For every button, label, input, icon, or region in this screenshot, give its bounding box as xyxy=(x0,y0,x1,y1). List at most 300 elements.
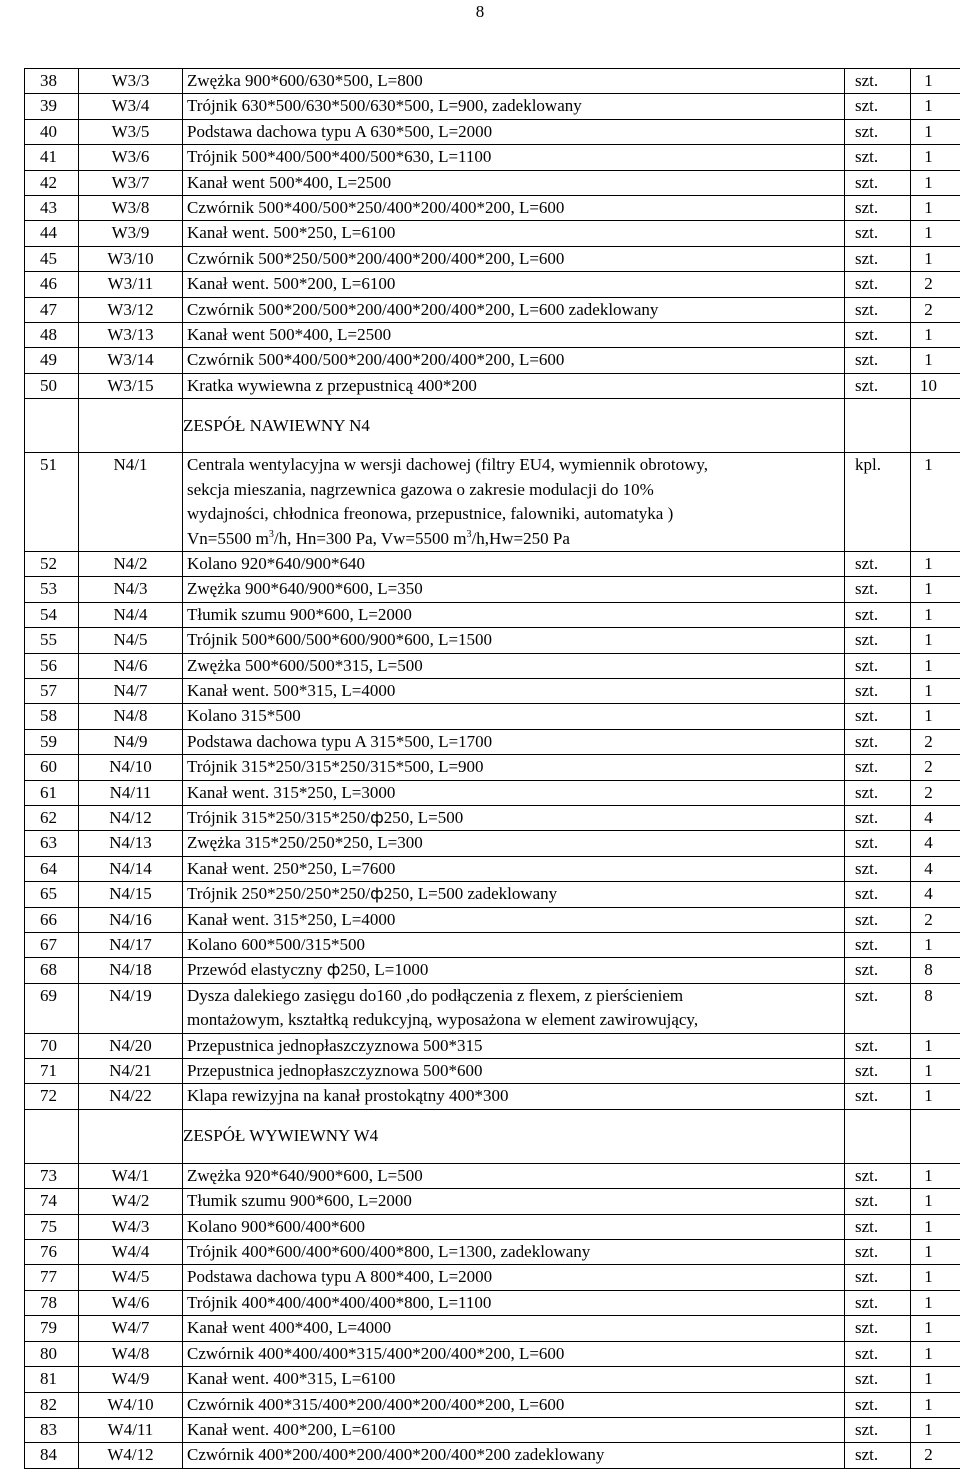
row-quantity: 10 xyxy=(911,373,960,398)
row-code: N4/19 xyxy=(79,983,183,1033)
table-row xyxy=(25,1316,960,1341)
row-number: 45 xyxy=(25,246,79,271)
row-unit: szt. xyxy=(845,1417,911,1442)
description-text: Trójnik 315*250/315*250/ xyxy=(187,807,371,827)
row-description: Przepustnica jednopłaszczyznowa 500*600 xyxy=(183,1059,845,1084)
row-number: 49 xyxy=(25,348,79,373)
row-description: Czwórnik 400*400/400*315/400*200/400*200, L=600 xyxy=(183,1341,845,1366)
row-quantity: 1 xyxy=(911,221,960,246)
row-unit: szt. xyxy=(845,653,911,678)
row-unit: szt. xyxy=(845,246,911,271)
row-unit: szt. xyxy=(845,1189,911,1214)
row-quantity: 2 xyxy=(911,780,960,805)
table-row xyxy=(25,704,960,729)
table-row xyxy=(25,1059,960,1084)
flow-rest: /h,Hw=250 Pa xyxy=(471,528,570,548)
row-quantity: 1 xyxy=(911,1163,960,1188)
row-description: Czwórnik 400*315/400*200/400*200/400*200, L=600 xyxy=(183,1392,845,1417)
row-quantity: 1 xyxy=(911,323,960,348)
row-code: N4/11 xyxy=(79,780,183,805)
row-unit: szt. xyxy=(845,983,911,1033)
row-unit: szt. xyxy=(845,1392,911,1417)
row-unit: szt. xyxy=(845,348,911,373)
description-line: sekcja mieszania, nagrzewnica gazowa o zakresie modulacji do 10% xyxy=(187,479,654,499)
table-row xyxy=(25,196,960,221)
row-code: N4/12 xyxy=(79,805,183,830)
row-description: Trójnik 400*600/400*600/400*800, L=1300, zadeklowany xyxy=(183,1240,845,1265)
row-code: N4/15 xyxy=(79,882,183,907)
table-row xyxy=(25,780,960,805)
row-number: 50 xyxy=(25,373,79,398)
row-description: Zwężka 900*600/630*500, L=800 xyxy=(183,69,845,94)
section-spacer xyxy=(911,1109,960,1163)
row-unit: szt. xyxy=(845,196,911,221)
row-description: Trójnik 500*600/500*600/900*600, L=1500 xyxy=(183,628,845,653)
table-row xyxy=(25,373,960,398)
row-unit: szt. xyxy=(845,958,911,983)
row-description: Kanał went. 500*250, L=6100 xyxy=(183,221,845,246)
section-title: ZESPÓŁ WYWIEWNY W4 xyxy=(183,1109,845,1163)
row-number: 61 xyxy=(25,780,79,805)
row-description: Kanał went. 500*315, L=4000 xyxy=(183,678,845,703)
row-code: W3/9 xyxy=(79,221,183,246)
row-unit: szt. xyxy=(845,1214,911,1239)
row-quantity: 1 xyxy=(911,196,960,221)
row-code: W3/14 xyxy=(79,348,183,373)
row-unit: szt. xyxy=(845,1367,911,1392)
row-unit: szt. xyxy=(845,1084,911,1109)
row-code: W3/8 xyxy=(79,196,183,221)
row-description xyxy=(183,882,845,907)
row-number: 68 xyxy=(25,958,79,983)
row-unit: szt. xyxy=(845,831,911,856)
row-description: Kolano 900*600/400*600 xyxy=(183,1214,845,1239)
exponent: 3 xyxy=(466,528,472,540)
row-code: W4/1 xyxy=(79,1163,183,1188)
row-unit: szt. xyxy=(845,729,911,754)
row-description: Czwórnik 500*400/500*200/400*200/400*200, L=600 xyxy=(183,348,845,373)
row-number: 55 xyxy=(25,628,79,653)
row-code: N4/4 xyxy=(79,602,183,627)
row-quantity: 1 xyxy=(911,1084,960,1109)
row-code: N4/7 xyxy=(79,678,183,703)
row-code: W3/11 xyxy=(79,272,183,297)
table-row xyxy=(25,1392,960,1417)
row-description: Kanał went 400*400, L=4000 xyxy=(183,1316,845,1341)
row-code: W4/8 xyxy=(79,1341,183,1366)
row-quantity: 4 xyxy=(911,805,960,830)
row-number: 53 xyxy=(25,577,79,602)
row-code: N4/3 xyxy=(79,577,183,602)
table-row xyxy=(25,831,960,856)
row-unit: szt. xyxy=(845,1290,911,1315)
row-code: N4/21 xyxy=(79,1059,183,1084)
row-number: 73 xyxy=(25,1163,79,1188)
row-code: W3/7 xyxy=(79,170,183,195)
row-number: 67 xyxy=(25,933,79,958)
row-number: 60 xyxy=(25,755,79,780)
row-unit: szt. xyxy=(845,628,911,653)
row-number: 48 xyxy=(25,323,79,348)
table-row xyxy=(25,246,960,271)
section-spacer xyxy=(911,399,960,453)
row-quantity: 1 xyxy=(911,1367,960,1392)
row-quantity: 4 xyxy=(911,831,960,856)
row-unit: szt. xyxy=(845,1240,911,1265)
row-code: N4/9 xyxy=(79,729,183,754)
table-row xyxy=(25,94,960,119)
table-row xyxy=(25,933,960,958)
row-unit: szt. xyxy=(845,297,911,322)
table-row xyxy=(25,983,960,1033)
row-description xyxy=(183,805,845,830)
row-code: W4/4 xyxy=(79,1240,183,1265)
row-unit: szt. xyxy=(845,933,911,958)
row-code: W4/12 xyxy=(79,1443,183,1468)
table-row xyxy=(25,755,960,780)
row-quantity: 2 xyxy=(911,907,960,932)
row-number: 74 xyxy=(25,1189,79,1214)
row-code: N4/18 xyxy=(79,958,183,983)
table-row xyxy=(25,297,960,322)
table-row xyxy=(25,119,960,144)
flow-parameters xyxy=(187,527,840,551)
row-unit: szt. xyxy=(845,1443,911,1468)
row-code: W3/5 xyxy=(79,119,183,144)
row-quantity: 8 xyxy=(911,983,960,1033)
row-quantity: 1 xyxy=(911,1240,960,1265)
page-number: 8 xyxy=(475,2,485,21)
row-unit: szt. xyxy=(845,170,911,195)
row-quantity: 2 xyxy=(911,755,960,780)
row-quantity: 1 xyxy=(911,678,960,703)
row-number: 79 xyxy=(25,1316,79,1341)
row-quantity: 1 xyxy=(911,145,960,170)
description-text: Przewód elastyczny xyxy=(187,960,327,980)
row-code: W3/10 xyxy=(79,246,183,271)
row-unit: kpl. xyxy=(845,453,911,552)
table-row xyxy=(25,577,960,602)
row-number: 72 xyxy=(25,1084,79,1109)
table-row xyxy=(25,272,960,297)
table-row xyxy=(25,1240,960,1265)
row-number: 62 xyxy=(25,805,79,830)
table-row xyxy=(25,729,960,754)
row-number: 64 xyxy=(25,856,79,881)
row-code: N4/10 xyxy=(79,755,183,780)
row-number: 38 xyxy=(25,69,79,94)
specification-body xyxy=(25,69,960,1469)
row-description: Podstawa dachowa typu A 800*400, L=2000 xyxy=(183,1265,845,1290)
description-text: 250, L=500 xyxy=(383,807,464,827)
row-description: Zwężka 315*250/250*250, L=300 xyxy=(183,831,845,856)
row-quantity: 2 xyxy=(911,1443,960,1468)
row-unit: szt. xyxy=(845,1341,911,1366)
row-description: Kanał went. 250*250, L=7600 xyxy=(183,856,845,881)
row-description: Czwórnik 500*400/500*250/400*200/400*200, L=600 xyxy=(183,196,845,221)
row-number: 78 xyxy=(25,1290,79,1315)
row-quantity: 1 xyxy=(911,94,960,119)
row-description: Trójnik 315*250/315*250/315*500, L=900 xyxy=(183,755,845,780)
row-code: W3/15 xyxy=(79,373,183,398)
row-code: W3/13 xyxy=(79,323,183,348)
description-line: wydajności, chłodnica freonowa, przepustnice, falowniki, automatyka ) xyxy=(187,504,674,524)
row-number: 66 xyxy=(25,907,79,932)
row-number: 82 xyxy=(25,1392,79,1417)
row-code: N4/17 xyxy=(79,933,183,958)
row-number: 44 xyxy=(25,221,79,246)
row-description: Zwężka 900*640/900*600, L=350 xyxy=(183,577,845,602)
row-unit: szt. xyxy=(845,755,911,780)
row-quantity: 1 xyxy=(911,170,960,195)
row-unit: szt. xyxy=(845,1265,911,1290)
table-row xyxy=(25,170,960,195)
exponent: 3 xyxy=(268,528,274,540)
section-spacer xyxy=(79,1109,183,1163)
row-description: Kanał went. 315*250, L=3000 xyxy=(183,780,845,805)
table-row xyxy=(25,805,960,830)
row-number: 77 xyxy=(25,1265,79,1290)
row-description: Kanał went 500*400, L=2500 xyxy=(183,170,845,195)
row-description: Kanał went. 315*250, L=4000 xyxy=(183,907,845,932)
row-number: 76 xyxy=(25,1240,79,1265)
row-quantity: 8 xyxy=(911,958,960,983)
row-unit: szt. xyxy=(845,94,911,119)
table-row xyxy=(25,1417,960,1442)
row-number: 51 xyxy=(25,453,79,552)
row-quantity: 1 xyxy=(911,453,960,552)
table-row xyxy=(25,1084,960,1109)
row-quantity: 1 xyxy=(911,1059,960,1084)
row-code: W4/9 xyxy=(79,1367,183,1392)
section-title: ZESPÓŁ NAWIEWNY N4 xyxy=(183,399,845,453)
section-spacer xyxy=(845,1109,911,1163)
row-number: 41 xyxy=(25,145,79,170)
row-description: Tłumik szumu 900*600, L=2000 xyxy=(183,602,845,627)
row-description: Klapa rewizyjna na kanał prostokątny 400*300 xyxy=(183,1084,845,1109)
row-quantity: 1 xyxy=(911,1417,960,1442)
row-unit: szt. xyxy=(845,805,911,830)
row-unit: szt. xyxy=(845,882,911,907)
row-description: Przepustnica jednopłaszczyznowa 500*315 xyxy=(183,1033,845,1058)
row-quantity: 1 xyxy=(911,577,960,602)
row-description xyxy=(183,958,845,983)
row-quantity: 1 xyxy=(911,628,960,653)
row-description: Kolano 920*640/900*640 xyxy=(183,551,845,576)
row-quantity: 2 xyxy=(911,729,960,754)
row-description: Czwórnik 400*200/400*200/400*200/400*200 zadeklowany xyxy=(183,1443,845,1468)
row-code: W4/6 xyxy=(79,1290,183,1315)
row-code: W3/4 xyxy=(79,94,183,119)
description-line: Dysza dalekiego zasięgu do160 ,do podłączenia z flexem, z pierścieniem xyxy=(187,985,684,1005)
table-row xyxy=(25,453,960,552)
table-row xyxy=(25,1189,960,1214)
row-unit: szt. xyxy=(845,1033,911,1058)
table-row xyxy=(25,856,960,881)
row-code: N4/5 xyxy=(79,628,183,653)
row-number: 39 xyxy=(25,94,79,119)
row-unit: szt. xyxy=(845,780,911,805)
table-row xyxy=(25,348,960,373)
row-number: 59 xyxy=(25,729,79,754)
row-number: 81 xyxy=(25,1367,79,1392)
row-code: N4/2 xyxy=(79,551,183,576)
row-number: 52 xyxy=(25,551,79,576)
description-text: 250, L=1000 xyxy=(340,960,429,980)
row-code: N4/16 xyxy=(79,907,183,932)
row-quantity: 1 xyxy=(911,602,960,627)
row-number: 57 xyxy=(25,678,79,703)
row-quantity: 1 xyxy=(911,348,960,373)
row-description: Czwórnik 500*200/500*200/400*200/400*200, L=600 zadeklowany xyxy=(183,297,845,322)
row-description: Kolano 600*500/315*500 xyxy=(183,933,845,958)
row-unit: szt. xyxy=(845,907,911,932)
row-quantity: 4 xyxy=(911,856,960,881)
row-quantity: 1 xyxy=(911,653,960,678)
row-quantity: 1 xyxy=(911,1341,960,1366)
description-line: Centrala wentylacyjna w wersji dachowej (filtry EU4, wymiennik obrotowy, xyxy=(187,455,709,475)
flow-rest: /h, Hn=300 Pa, Vw=5500 m xyxy=(273,528,467,548)
table-row xyxy=(25,1163,960,1188)
row-unit: szt. xyxy=(845,577,911,602)
row-code: W3/6 xyxy=(79,145,183,170)
table-row xyxy=(25,602,960,627)
section-spacer xyxy=(845,399,911,453)
row-description: Zwężka 920*640/900*600, L=500 xyxy=(183,1163,845,1188)
row-number: 83 xyxy=(25,1417,79,1442)
row-code: N4/14 xyxy=(79,856,183,881)
table-row xyxy=(25,958,960,983)
section-header-row xyxy=(25,399,960,453)
row-unit: szt. xyxy=(845,221,911,246)
row-quantity: 1 xyxy=(911,933,960,958)
row-description: Kanał went 500*400, L=2500 xyxy=(183,323,845,348)
row-unit: szt. xyxy=(845,272,911,297)
row-number: 43 xyxy=(25,196,79,221)
row-number: 84 xyxy=(25,1443,79,1468)
row-unit: szt. xyxy=(845,119,911,144)
row-number: 69 xyxy=(25,983,79,1033)
table-row xyxy=(25,1033,960,1058)
row-quantity: 1 xyxy=(911,1265,960,1290)
section-header-row xyxy=(25,1109,960,1163)
row-unit: szt. xyxy=(845,856,911,881)
table-row xyxy=(25,907,960,932)
row-description: Kanał went. 400*315, L=6100 xyxy=(183,1367,845,1392)
flow-vn: Vn=5500 m xyxy=(187,528,269,548)
row-code: W4/7 xyxy=(79,1316,183,1341)
row-code: W4/2 xyxy=(79,1189,183,1214)
row-description: Tłumik szumu 900*600, L=2000 xyxy=(183,1189,845,1214)
row-number: 40 xyxy=(25,119,79,144)
row-number: 46 xyxy=(25,272,79,297)
row-quantity: 1 xyxy=(911,1189,960,1214)
row-quantity: 1 xyxy=(911,119,960,144)
row-number: 65 xyxy=(25,882,79,907)
row-number: 54 xyxy=(25,602,79,627)
table-row xyxy=(25,1443,960,1468)
row-number: 70 xyxy=(25,1033,79,1058)
table-row xyxy=(25,551,960,576)
table-row xyxy=(25,882,960,907)
row-code: N4/1 xyxy=(79,453,183,552)
description-text: 250, L=500 zadeklowany xyxy=(383,884,558,904)
row-quantity: 1 xyxy=(911,1033,960,1058)
row-code: N4/6 xyxy=(79,653,183,678)
row-description: Trójnik 500*400/500*400/500*630, L=1100 xyxy=(183,145,845,170)
row-description xyxy=(183,453,845,552)
description-text: Trójnik 250*250/250*250/ xyxy=(187,884,371,904)
row-unit: szt. xyxy=(845,145,911,170)
row-quantity: 1 xyxy=(911,704,960,729)
row-description: Kanał went. 500*200, L=6100 xyxy=(183,272,845,297)
table-row xyxy=(25,221,960,246)
row-description: Kratka wywiewna z przepustnicą 400*200 xyxy=(183,373,845,398)
row-code: N4/20 xyxy=(79,1033,183,1058)
row-quantity: 4 xyxy=(911,882,960,907)
table-row xyxy=(25,323,960,348)
row-unit: szt. xyxy=(845,1316,911,1341)
row-description xyxy=(183,983,845,1033)
row-quantity: 1 xyxy=(911,551,960,576)
row-description: Podstawa dachowa typu A 315*500, L=1700 xyxy=(183,729,845,754)
diameter-symbol: ф xyxy=(370,807,384,827)
description-line: montażowym, kształtką redukcyjną, wyposażona w element zawirowujący, xyxy=(187,1010,699,1030)
row-quantity: 2 xyxy=(911,272,960,297)
row-number: 75 xyxy=(25,1214,79,1239)
row-code: W4/5 xyxy=(79,1265,183,1290)
row-number: 56 xyxy=(25,653,79,678)
row-quantity: 1 xyxy=(911,246,960,271)
row-unit: szt. xyxy=(845,704,911,729)
row-number: 71 xyxy=(25,1059,79,1084)
row-number: 63 xyxy=(25,831,79,856)
row-description: Podstawa dachowa typu A 630*500, L=2000 xyxy=(183,119,845,144)
row-quantity: 1 xyxy=(911,1392,960,1417)
row-unit: szt. xyxy=(845,373,911,398)
row-code: W4/11 xyxy=(79,1417,183,1442)
row-unit: szt. xyxy=(845,678,911,703)
table-row xyxy=(25,1341,960,1366)
row-unit: szt. xyxy=(845,602,911,627)
diameter-symbol: ф xyxy=(326,960,341,980)
row-unit: szt. xyxy=(845,69,911,94)
row-unit: szt. xyxy=(845,551,911,576)
row-code: N4/8 xyxy=(79,704,183,729)
row-description: Trójnik 400*400/400*400/400*800, L=1100 xyxy=(183,1290,845,1315)
table-row xyxy=(25,1265,960,1290)
table-row xyxy=(25,628,960,653)
row-number: 58 xyxy=(25,704,79,729)
table-row xyxy=(25,145,960,170)
row-number: 80 xyxy=(25,1341,79,1366)
specification-table xyxy=(24,68,960,1469)
row-code: N4/22 xyxy=(79,1084,183,1109)
row-unit: szt. xyxy=(845,1059,911,1084)
row-code: W3/3 xyxy=(79,69,183,94)
row-number: 47 xyxy=(25,297,79,322)
row-code: N4/13 xyxy=(79,831,183,856)
row-description: Kanał went. 400*200, L=6100 xyxy=(183,1417,845,1442)
table-row xyxy=(25,1290,960,1315)
row-description: Czwórnik 500*250/500*200/400*200/400*200, L=600 xyxy=(183,246,845,271)
table-row xyxy=(25,1367,960,1392)
section-spacer xyxy=(25,1109,79,1163)
row-description: Zwężka 500*600/500*315, L=500 xyxy=(183,653,845,678)
row-number: 42 xyxy=(25,170,79,195)
row-unit: szt. xyxy=(845,1163,911,1188)
table-row xyxy=(25,69,960,94)
